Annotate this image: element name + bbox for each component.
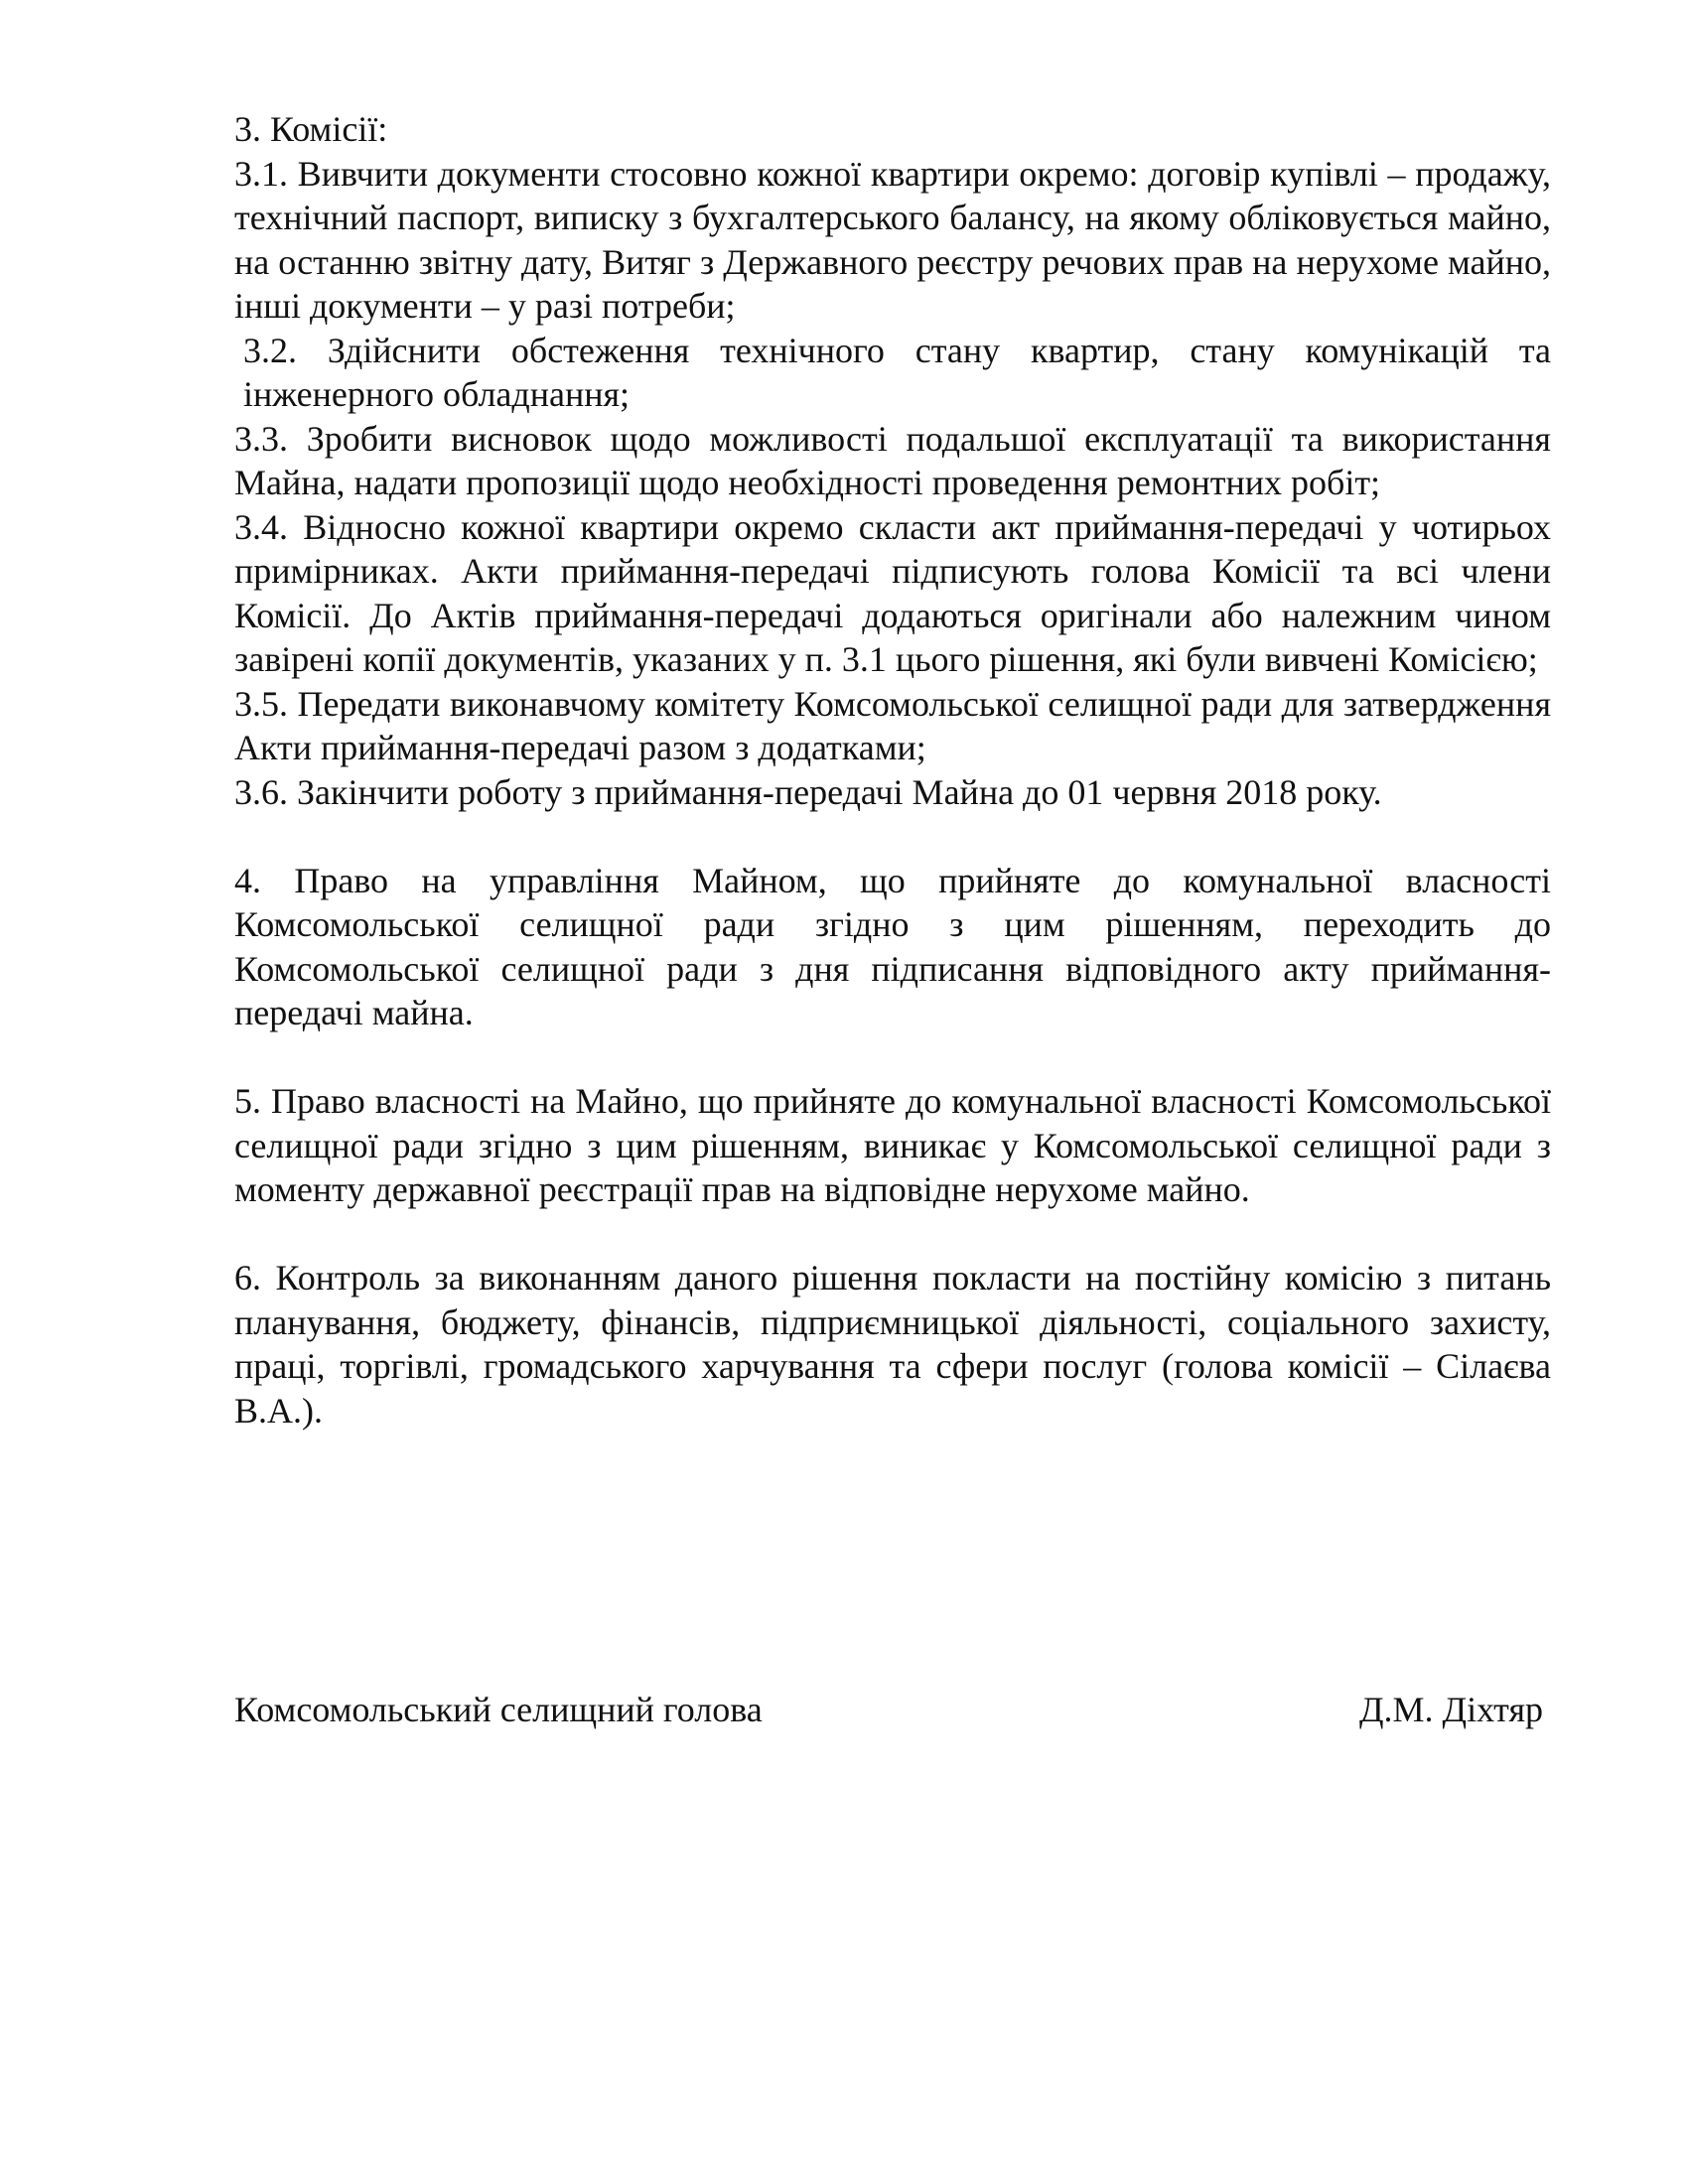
- paragraph-3-5: 3.5. Передати виконавчому комітету Комсомольської селищної ради для затвердження Акти приймання-передачі разом з додатками;: [234, 683, 1551, 767]
- signatory-name: Д.М. Діхтяр: [1358, 1690, 1543, 1729]
- paragraph-6: 6. Контроль за виконанням даного рішення покласти на постійну комісію з питань планування, бюджету, фінансів, підприємницької діяльності, соціального захисту, праці, торгівлі, громадського харчування та сфери послуг (голова комісії – Сілаєва В.А.).: [234, 1258, 1551, 1431]
- paragraph-3-6: 3.6. Закінчити роботу з приймання-передачі Майна до 01 червня 2018 року.: [234, 771, 1382, 812]
- paragraph-4: 4. Право на управління Майном, що прийняте до комунальної власності Комсомольської селищної ради згідно з цим рішенням, переходить до Комсомольської селищної ради з дня підписання відповідного акту приймання-передачі майна.: [234, 860, 1551, 1032]
- document-body: [234, 107, 1551, 1433]
- paragraph-3-2: 3.2. Здійснити обстеження технічного стану квартир, стану комунікацій та інженерного обладнання;: [243, 330, 1551, 414]
- paragraph-3-4: 3.4. Відносно кожної квартири окремо скласти акт приймання-передачі у чотирьох примірниках. Акти приймання-передачі підписують голова Комісії та всі члени Комісії. До Актів приймання-передачі додаються оригінали або належним чином завірені копії документів, указаних у п. 3.1 цього рішення, які були вивчені Комісією;: [234, 506, 1551, 679]
- paragraph-3-3: 3.3. Зробити висновок щодо можливості подальшої експлуатації та використання Майна, надати пропозиції щодо необхідності проведення ремонтних робіт;: [234, 418, 1551, 502]
- signatory-title: Комсомольський селищний голова: [234, 1690, 763, 1729]
- paragraph-3-1: 3.1. Вивчити документи стосовно кожної квартири окремо: договір купівлі – продажу, технічний паспорт, виписку з бухгалтерського балансу, на якому обліковується майно, на останню звітну дату, Витяг з Державного реєстру речових прав на нерухоме майно, інші документи – у разі потреби;: [234, 153, 1551, 326]
- paragraph-3-heading: 3. Комісії:: [234, 109, 388, 149]
- paragraph-5: 5. Право власності на Майно, що прийняте до комунальної власності Комсомольської селищної ради згідно з цим рішенням, виникає у Комсомольської селищної ради з моменту державної реєстрації прав на відповідне нерухоме майно.: [234, 1081, 1551, 1209]
